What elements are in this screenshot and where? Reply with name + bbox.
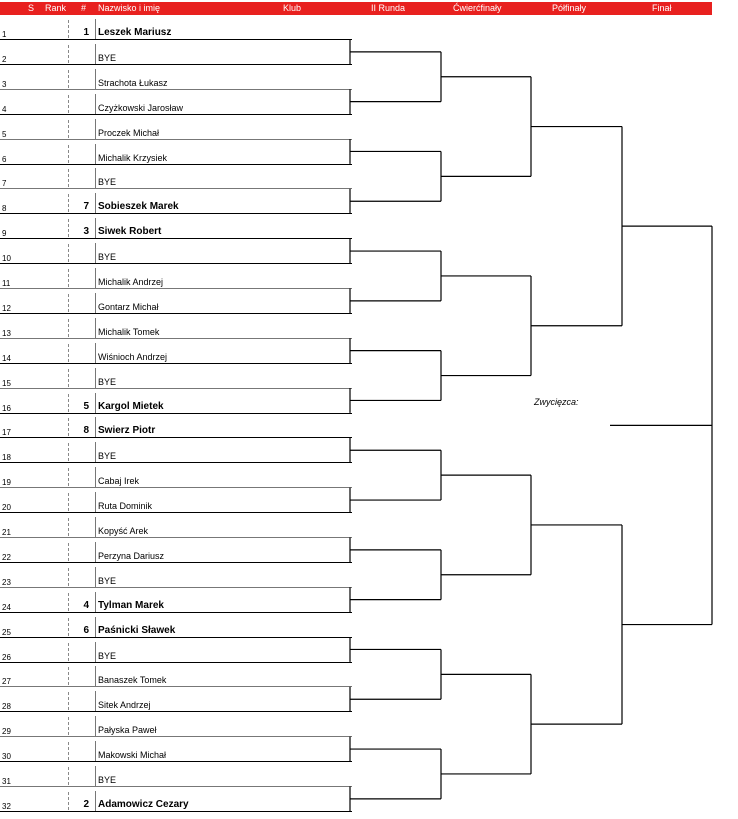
- slot-number: 20: [2, 503, 11, 513]
- player-name: Pałyska Paweł: [98, 725, 157, 736]
- seed-number: 4: [83, 599, 89, 611]
- slot-number: 19: [2, 478, 11, 488]
- slot-number: 16: [2, 403, 11, 413]
- player-name: Strachota Łukasz: [98, 77, 168, 88]
- player-name: BYE: [98, 575, 117, 586]
- player-name: Paśnicki Sławek: [98, 624, 176, 636]
- col-round2-header: II Runda: [371, 3, 406, 13]
- player-name: Proczek Michał: [98, 127, 160, 138]
- col-s-header: S: [28, 3, 35, 13]
- player-name: Adamowicz Cezary: [98, 798, 189, 810]
- slot-number: 4: [2, 104, 7, 114]
- player-name: Czyżkowski Jarosław: [98, 102, 184, 113]
- player-name: BYE: [98, 52, 117, 63]
- player-name: Kopyść Arek: [98, 526, 149, 536]
- slot-number: 8: [2, 204, 7, 214]
- col-final-header: Finał: [652, 3, 672, 13]
- slot-number: 24: [2, 602, 11, 612]
- slot-number: 17: [2, 428, 11, 438]
- slot-number: 6: [2, 154, 7, 164]
- col-semifinal-header: Półfinały: [552, 3, 587, 13]
- col-quarterfinal-header: Ćwierćfinały: [453, 3, 502, 13]
- slot-number: 18: [2, 453, 11, 463]
- col-name-header: Nazwisko i imię: [98, 3, 161, 13]
- slot-number: 9: [2, 229, 7, 239]
- col-hash-header: #: [81, 3, 87, 13]
- player-name: Makowski Michał: [98, 750, 167, 761]
- slot-number: 15: [2, 378, 11, 388]
- slot-number: 32: [2, 801, 11, 811]
- slot-number: 27: [2, 677, 11, 687]
- player-name: Leszek Mariusz: [98, 27, 172, 38]
- col-rank-header: Rank: [45, 3, 67, 13]
- player-name: BYE: [98, 177, 117, 188]
- slot-number: 26: [2, 652, 11, 662]
- winner-label: Zwycięzca:: [534, 397, 579, 407]
- slot-number: 13: [2, 328, 11, 338]
- slot-number: 31: [2, 777, 11, 786]
- slot-number: 12: [2, 303, 11, 313]
- slot-number: 11: [2, 279, 11, 288]
- col-klub-header: Klub: [283, 3, 302, 13]
- slot-number: 2: [2, 54, 7, 64]
- player-name: BYE: [98, 650, 117, 661]
- player-name: Cabaj Irek: [98, 476, 140, 487]
- player-name: BYE: [98, 376, 117, 387]
- slot-number: 1: [2, 30, 7, 39]
- player-name: Michalik Andrzej: [98, 277, 164, 287]
- slot-number: 29: [2, 727, 11, 737]
- slot-number: 10: [2, 254, 11, 264]
- player-name: Sitek Andrzej: [98, 700, 151, 711]
- player-name: Wiśnioch Andrzej: [98, 351, 168, 362]
- seed-number: 7: [83, 201, 89, 213]
- player-name: Perzyna Dariusz: [98, 550, 165, 561]
- player-name: Banaszek Tomek: [98, 675, 167, 686]
- player-name: Swierz Piotr: [98, 425, 156, 437]
- seed-number: 3: [83, 226, 89, 238]
- slot-number: 22: [2, 552, 11, 562]
- seed-number: 6: [83, 624, 89, 636]
- player-name: BYE: [98, 775, 117, 785]
- slot-number: 7: [2, 179, 7, 189]
- player-name: Siwek Robert: [98, 226, 162, 238]
- player-name: Ruta Dominik: [98, 501, 153, 512]
- slot-number: 21: [2, 528, 11, 537]
- player-name: Sobieszek Marek: [98, 201, 179, 213]
- seed-number: 2: [83, 798, 89, 810]
- player-name: Michalik Tomek: [98, 326, 160, 337]
- seed-number: 5: [83, 400, 89, 412]
- slot-number: 23: [2, 577, 11, 587]
- slot-number: 30: [2, 752, 11, 762]
- player-name: Michalik Krzysiek: [98, 152, 168, 163]
- slot-number: 14: [2, 353, 11, 363]
- slot-number: 28: [2, 702, 11, 712]
- slot-number: 3: [2, 79, 7, 89]
- seed-number: 8: [83, 425, 89, 437]
- seed-number: 1: [83, 27, 89, 38]
- player-name: Kargol Mietek: [98, 400, 164, 412]
- player-name: BYE: [98, 451, 117, 462]
- player-name: Tylman Marek: [98, 599, 164, 611]
- slot-number: 5: [2, 129, 7, 139]
- player-name: Gontarz Michał: [98, 301, 159, 312]
- player-name: BYE: [98, 252, 117, 263]
- slot-number: 25: [2, 627, 11, 637]
